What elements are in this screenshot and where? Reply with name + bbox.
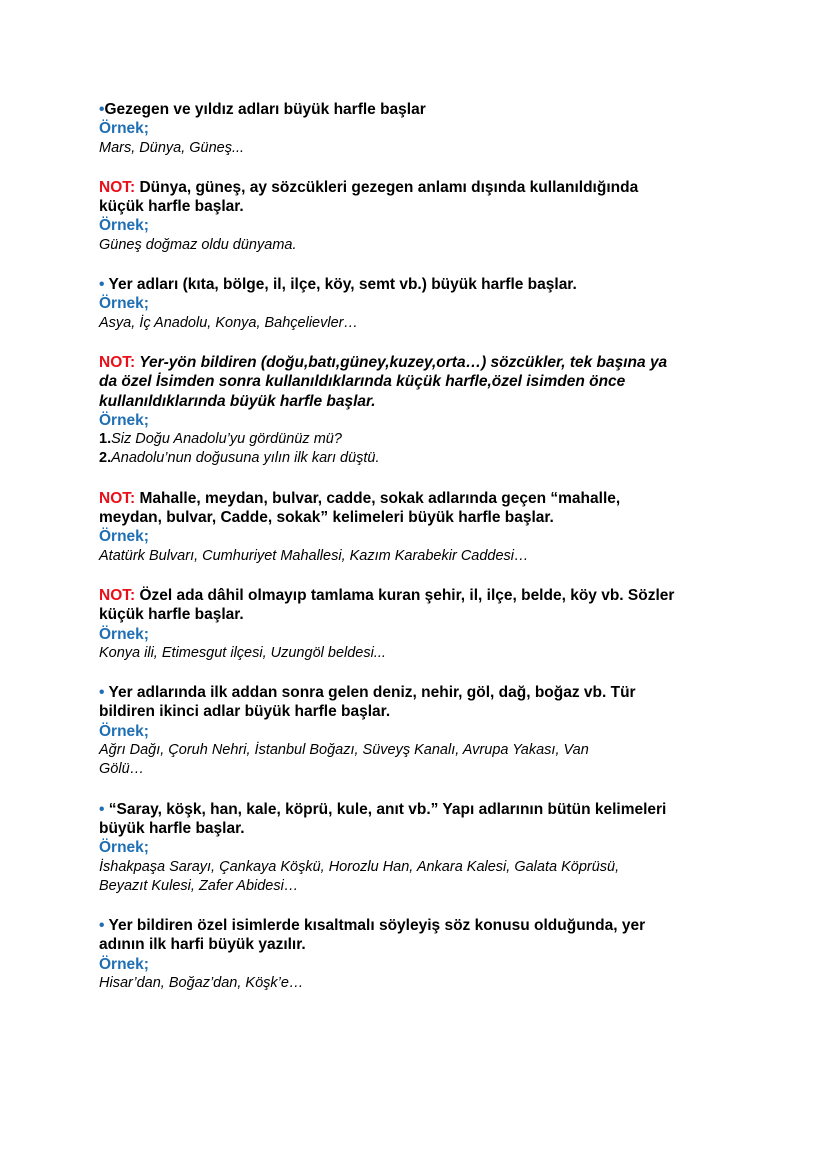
rule-text: Yer-yön bildiren (doğu,batı,güney,kuzey,orta…) sözcükler, tek başına ya [135,353,668,371]
rule-text-line [99,275,739,294]
rule-text: küçük harfle başlar. [99,606,244,624]
rule-text-line [99,605,739,624]
note-label: NOT: [99,586,136,604]
note-label: NOT: [99,353,136,371]
rule-text-line [99,800,739,819]
example-text: Hisar’dan, Boğaz’dan, Köşk’e… [99,974,304,991]
bullet-marker: • [99,684,105,702]
rule-text-line [99,197,739,216]
rule-text: Özel ada dâhil olmayıp tamlama kuran şehir, il, ilçe, belde, köy vb. Sözler [135,586,675,604]
rule-text: da özel İsimden sonra kullanıldıklarında küçük harfle,özel isimden önce [99,373,626,391]
bullet-marker: • [99,917,105,935]
rule-text: küçük harfle başlar. [99,198,244,216]
rule-text-line [99,702,739,721]
example-label: Örnek; [99,217,149,235]
rule-text: bildiren ikinci adlar büyük harfle başlar. [99,703,391,721]
rule-text-line [99,100,739,119]
rule-text: Gezegen ve yıldız adları büyük harfle başlar [104,101,426,118]
example-text: Güneş doğmaz oldu dünyama. [99,236,297,253]
rule-section [99,275,739,333]
example-text: Ağrı Dağı, Çoruh Nehri, İstanbul Boğazı, Süveyş Kanalı, Avrupa Yakası, Van [99,742,589,759]
example-label: Örnek; [99,625,149,643]
rule-text: büyük harfle başlar. [99,819,245,837]
rule-text-line [99,683,739,702]
rule-text-line [99,586,739,605]
rule-text-line [99,916,739,935]
rule-section [99,100,739,158]
example-label: Örnek; [99,411,149,429]
example-label: Örnek; [99,120,149,138]
example-number: 2. [99,450,112,467]
example-text: Beyazıt Kulesi, Zafer Abidesi… [99,877,299,894]
rule-text-line [99,353,739,372]
bullet-marker: • [99,800,105,818]
example-text: Mars, Dünya, Güneş... [99,139,245,156]
example-label: Örnek; [99,295,149,313]
rule-text: kullanıldıklarında büyük harfle başlar. [99,392,376,410]
rule-text: Yer bildiren özel isimlerde kısaltmalı söyleyiş söz konusu olduğunda, yer [104,917,646,935]
rule-text: Yer adları (kıta, bölge, il, ilçe, köy, semt vb.) büyük harfle başlar. [104,276,577,294]
example-label: Örnek; [99,955,149,973]
example-text: Siz Doğu Anadolu’yu gördünüz mü? [111,431,342,448]
example-text: Gölü… [99,761,145,778]
rule-text-line [99,372,739,391]
example-label: Örnek; [99,528,149,546]
rule-text: Yer adlarında ilk addan sonra gelen deniz, nehir, göl, dağ, boğaz vb. Tür [104,684,636,702]
rule-text-line [99,819,739,838]
example-text: Anadolu’nun doğusuna yılın ilk karı düştü. [111,450,380,467]
rule-text: “Saray, köşk, han, kale, köprü, kule, anıt vb.” Yapı adlarının bütün kelimeleri [104,800,667,818]
note-label: NOT: [99,178,136,196]
rule-section [99,800,739,896]
rule-text-line [99,489,739,508]
example-label: Örnek; [99,839,149,857]
example-text: Konya ili, Etimesgut ilçesi, Uzungöl beldesi... [99,644,386,661]
rule-text: adının ilk harfi büyük yazılır. [99,936,306,954]
rule-text-line [99,392,739,411]
rule-section [99,916,739,993]
rule-text: Mahalle, meydan, bulvar, cadde, sokak adlarında geçen “mahalle, [135,489,621,507]
example-text: Asya, İç Anadolu, Konya, Bahçelievler… [99,314,358,331]
numbered-example [99,430,739,449]
rule-section [99,489,739,566]
rule-section [99,353,739,469]
rule-text: meydan, bulvar, Cadde, sokak” kelimeleri büyük harfle başlar. [99,509,554,527]
example-number: 1. [99,431,112,448]
rule-section [99,586,739,663]
example-text: Atatürk Bulvarı, Cumhuriyet Mahallesi, Kazım Karabekir Caddesi… [99,547,529,564]
numbered-example [99,449,739,468]
rule-text-line [99,508,739,527]
rule-section [99,178,739,255]
rule-text: Dünya, güneş, ay sözcükleri gezegen anlamı dışında kullanıldığında [135,178,639,196]
rule-section [99,683,739,779]
note-label: NOT: [99,489,136,507]
bullet-marker: • [99,276,105,294]
example-label: Örnek; [99,722,149,740]
rule-text-line [99,935,739,954]
example-text: İshakpaşa Sarayı, Çankaya Köşkü, Horozlu Han, Ankara Kalesi, Galata Köprüsü, [99,858,620,875]
rule-text-line [99,178,739,197]
bullet-marker: • [99,101,105,118]
